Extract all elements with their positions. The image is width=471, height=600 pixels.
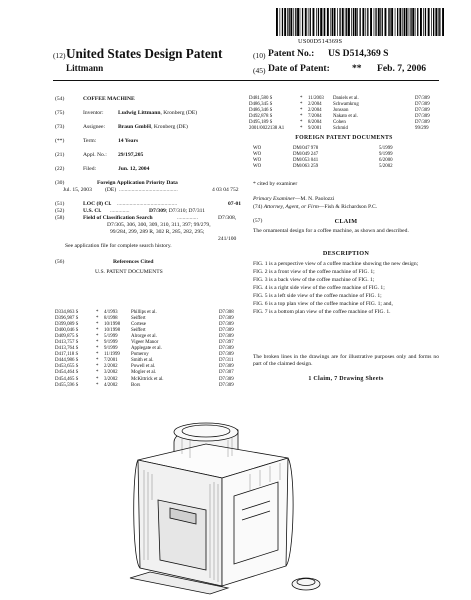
loc-value: 07-01 bbox=[228, 201, 242, 207]
reference-cell: 11/2003 bbox=[308, 96, 324, 101]
barcode-bar bbox=[433, 8, 434, 36]
barcode-bar bbox=[375, 8, 376, 36]
field-code: (22) bbox=[55, 166, 65, 172]
description-line: FIG. 1 is a perspective view of a coffee machine showing the new design; bbox=[253, 261, 419, 267]
assignee-name: Braun GmbH bbox=[118, 124, 152, 130]
barcode-bar bbox=[399, 8, 401, 36]
field-code: (52) bbox=[55, 208, 65, 214]
reference-cell: D7/309 bbox=[219, 364, 234, 370]
reference-cell: DM/049 247 bbox=[293, 152, 319, 158]
reference-cell: DM/053 041 bbox=[293, 158, 319, 164]
barcode-bar bbox=[342, 8, 344, 36]
barcode-bar bbox=[423, 8, 424, 36]
loc-label: LOC (8) Cl. bbox=[83, 201, 112, 207]
barcode-bar bbox=[374, 8, 375, 36]
barcode-bar bbox=[362, 8, 364, 36]
reference-cell: D7/307 bbox=[219, 370, 234, 376]
reference-cell: Nakato et al. bbox=[333, 114, 358, 120]
reference-cell: * bbox=[96, 370, 99, 376]
assignee-label: Assignee: bbox=[83, 124, 106, 130]
reference-cell: 2/2004 bbox=[308, 102, 322, 108]
field-search-line4: 241/100 bbox=[218, 236, 237, 242]
reference-cell: Alrorge et al. bbox=[131, 334, 157, 340]
reference-row bbox=[249, 126, 439, 132]
reference-cell: * bbox=[300, 114, 303, 120]
reference-cell: 5/1999 bbox=[379, 146, 393, 151]
appl-no-label: Appl. No.: bbox=[83, 152, 107, 158]
barcode-bar bbox=[389, 8, 390, 36]
field-code: (75) bbox=[55, 110, 65, 116]
barcode-bar bbox=[282, 8, 283, 36]
description-line: FIG. 5 is a left side view of the coffee machine of FIG. 1; bbox=[253, 293, 382, 299]
reference-cell: Jonsson bbox=[333, 108, 349, 114]
reference-cell: * bbox=[96, 346, 99, 352]
barcode-bar bbox=[310, 8, 311, 36]
priority-dots: .......................................... bbox=[119, 187, 178, 193]
reference-cell: D454,465 S bbox=[55, 376, 79, 382]
barcode-bar bbox=[382, 8, 383, 36]
reference-cell: Pomeroy bbox=[131, 352, 149, 358]
reference-cell: D7/309 bbox=[219, 352, 234, 358]
description-line: FIG. 4 is a right side view of the coffee machine of FIG. 1; bbox=[253, 285, 385, 291]
barcode-bar bbox=[412, 8, 414, 36]
reference-cell: * bbox=[300, 96, 303, 101]
patent-no-label: Patent No.: bbox=[268, 48, 315, 59]
reference-cell: D7/397 bbox=[219, 340, 234, 346]
barcode-bar bbox=[337, 8, 338, 36]
reference-cell: 2/2002 bbox=[104, 364, 118, 370]
barcode-bar bbox=[360, 8, 361, 36]
attorney-code: (74) bbox=[253, 204, 263, 210]
reference-cell: 11/1999 bbox=[104, 352, 120, 358]
barcode-bar bbox=[332, 8, 333, 36]
reference-cell: D7/309 bbox=[219, 334, 234, 340]
description-line: FIG. 2 is a front view of the coffee machine of FIG. 1; bbox=[253, 269, 375, 275]
reference-cell: D453,655 S bbox=[55, 364, 79, 370]
reference-cell: Smith et al. bbox=[131, 358, 154, 364]
loc-dots: ........................................... bbox=[117, 201, 178, 207]
us-cl-dots: .............. bbox=[110, 208, 130, 214]
reference-cell: D7/309 bbox=[219, 376, 234, 382]
reference-cell: Cohen bbox=[333, 120, 346, 126]
field-search-line2: D7/305, 306, 300, 309, 310, 311, 397; 99/279, bbox=[107, 222, 211, 228]
attorney-line bbox=[253, 204, 443, 211]
barcode-bar bbox=[404, 8, 405, 36]
barcode-bar bbox=[324, 8, 325, 36]
reference-cell: D7/309 bbox=[415, 108, 430, 114]
barcode-bar bbox=[442, 8, 444, 36]
barcode-bar bbox=[320, 8, 322, 36]
reference-cell: 6/2000 bbox=[379, 158, 393, 164]
reference-cell: Schmid bbox=[333, 126, 348, 132]
barcode-bar bbox=[402, 8, 403, 36]
reference-cell: Schwamkrug bbox=[333, 102, 359, 108]
barcode-bar bbox=[415, 8, 416, 36]
reference-cell: Phillips et al. bbox=[131, 310, 157, 315]
barcode-bar bbox=[293, 8, 294, 36]
reference-cell: D7/309 bbox=[415, 120, 430, 126]
reference-cell: D7/309 bbox=[219, 346, 234, 352]
reference-cell: D7/309 bbox=[219, 316, 234, 322]
field-code: (**) bbox=[55, 138, 65, 144]
us-references-continued bbox=[249, 96, 439, 132]
left-column bbox=[55, 96, 245, 279]
reference-row bbox=[253, 164, 439, 170]
reference-cell: * bbox=[96, 352, 99, 358]
reference-cell: D7/309 bbox=[415, 96, 430, 101]
patent-number: US D514,369 S bbox=[328, 48, 389, 59]
barcode-bar bbox=[370, 8, 372, 36]
reference-cell: 8/1998 bbox=[104, 316, 118, 322]
reference-cell: Daniels et al. bbox=[333, 96, 359, 101]
reference-cell: D444,986 S bbox=[55, 358, 79, 364]
reference-cell: D396,987 S bbox=[55, 316, 79, 322]
field-search-dots: ............... bbox=[177, 215, 198, 221]
date-label: Date of Patent: bbox=[268, 63, 330, 74]
reference-cell: D454,464 S bbox=[55, 370, 79, 376]
us-references-table bbox=[55, 310, 245, 389]
reference-cell: 5/1999 bbox=[104, 334, 118, 340]
broken-lines-note: The broken lines in the drawings are for illustrative purposes only and forms no part of the claimed design. bbox=[253, 354, 439, 367]
reference-cell: WO bbox=[253, 152, 262, 158]
assignee-location: , Kronberg (DE) bbox=[151, 124, 188, 130]
barcode-bar bbox=[438, 8, 439, 36]
reference-cell: 10/1998 bbox=[104, 328, 121, 334]
description-line: FIG. 7 is a bottom plan view of the coffee machine of FIG. 1. bbox=[253, 309, 391, 315]
barcode-bar bbox=[345, 8, 346, 36]
barcode-bar bbox=[302, 8, 303, 36]
reference-cell: D481,580 S bbox=[249, 96, 273, 101]
barcode-bar bbox=[417, 8, 418, 36]
barcode-bar bbox=[365, 8, 366, 36]
barcode-bar bbox=[409, 8, 410, 36]
barcode-bar bbox=[425, 8, 426, 36]
date-stars: ** bbox=[352, 63, 362, 74]
barcode-bar bbox=[385, 8, 387, 36]
reference-cell: * bbox=[96, 310, 99, 315]
reference-cell: D399,089 S bbox=[55, 322, 79, 328]
reference-cell: D409,875 S bbox=[55, 334, 79, 340]
barcode-bar bbox=[339, 8, 340, 36]
reference-cell: * bbox=[96, 334, 99, 340]
barcode-bar bbox=[397, 8, 398, 36]
description-text bbox=[253, 261, 439, 317]
reference-cell: D492,878 S bbox=[249, 114, 273, 120]
inventor-name: Ludwig Littmann bbox=[118, 110, 161, 116]
priority-number: 4 03 04 752 bbox=[212, 187, 239, 193]
reference-cell: 2001/0022138 A1 bbox=[249, 126, 285, 132]
reference-cell: D455,596 S bbox=[55, 382, 79, 388]
reference-cell: D417,118 S bbox=[55, 352, 79, 358]
field-code: (54) bbox=[55, 96, 65, 102]
reference-cell: * bbox=[300, 108, 303, 114]
reference-cell: Seiffert bbox=[131, 316, 146, 322]
barcode-bar bbox=[428, 8, 430, 36]
reference-cell: 5/2002 bbox=[379, 164, 393, 170]
reference-cell: * bbox=[300, 102, 303, 108]
field-code: (73) bbox=[55, 124, 65, 130]
reference-cell: D7/309 bbox=[415, 102, 430, 108]
barcode-bar bbox=[289, 8, 290, 36]
barcode-bar bbox=[318, 8, 319, 36]
barcode-bar bbox=[300, 8, 301, 36]
barcode-bar bbox=[380, 8, 381, 36]
reference-cell: 7/2001 bbox=[104, 358, 118, 364]
inventor-label: Inventor: bbox=[83, 110, 104, 116]
code-12: (12) bbox=[53, 51, 66, 60]
reference-cell: McKittrick et al. bbox=[131, 376, 164, 382]
reference-cell: D400,046 S bbox=[55, 328, 79, 334]
attorney-label: Attorney, Agent, or Firm bbox=[263, 204, 319, 210]
document-title: United States Design Patent bbox=[66, 46, 223, 61]
reference-cell: 9/1999 bbox=[104, 340, 118, 346]
barcode-bar bbox=[316, 8, 317, 36]
reference-cell: D7/309 bbox=[219, 382, 234, 388]
reference-cell: 10/1998 bbox=[104, 322, 121, 328]
barcode-bar bbox=[431, 8, 432, 36]
description-line: FIG. 3 is a back view of the coffee machine of FIG. 1; bbox=[253, 277, 375, 283]
references-title: References Cited bbox=[113, 259, 154, 265]
reference-cell: * bbox=[96, 364, 99, 370]
reference-cell: Bors bbox=[131, 382, 141, 388]
barcode-bar bbox=[348, 8, 350, 36]
inventor-location: , Kronberg (DE) bbox=[160, 110, 198, 116]
reference-cell: D413,764 S bbox=[55, 346, 79, 352]
see-application: See application file for complete search history. bbox=[65, 243, 172, 249]
reference-cell: * bbox=[300, 126, 303, 132]
reference-cell: 4/2002 bbox=[104, 382, 118, 388]
reference-cell: 8/2004 bbox=[308, 120, 322, 126]
barcode-bar bbox=[346, 8, 347, 36]
barcode-bar bbox=[327, 8, 329, 36]
us-docs-title: U.S. PATENT DOCUMENTS bbox=[95, 269, 163, 275]
barcode-bar bbox=[308, 8, 309, 36]
reference-cell: * bbox=[96, 340, 99, 346]
code-10: (10) bbox=[253, 51, 266, 60]
field-code: (58) bbox=[55, 215, 65, 221]
priority-country: (DE) bbox=[105, 187, 117, 193]
reference-cell: Vigeer Manor bbox=[131, 340, 159, 346]
us-cl-value2: ; D7/310; D7/311 bbox=[165, 208, 206, 214]
filed-label: Filed: bbox=[83, 166, 97, 172]
reference-cell: DM/047 978 bbox=[293, 146, 319, 151]
reference-cell: DM/063 259 bbox=[293, 164, 319, 170]
reference-cell: WO bbox=[253, 164, 262, 170]
description-title: DESCRIPTION bbox=[322, 250, 370, 257]
reference-row bbox=[55, 383, 245, 389]
barcode-bar bbox=[305, 8, 307, 36]
reference-cell: 9/1999 bbox=[379, 152, 393, 158]
barcode-bar bbox=[287, 8, 288, 36]
field-code: (51) bbox=[55, 201, 65, 207]
reference-cell: D7/309 bbox=[219, 322, 234, 328]
barcode-bar bbox=[355, 8, 357, 36]
reference-cell: 3/2002 bbox=[104, 376, 118, 382]
us-cl-value: D7/309 bbox=[149, 208, 166, 214]
cited-by-examiner: * cited by examiner bbox=[253, 181, 298, 187]
barcode-bar bbox=[435, 8, 437, 36]
barcode bbox=[276, 8, 446, 36]
priority-date: Jul. 15, 2003 bbox=[63, 187, 92, 193]
priority-title: Foreign Application Priority Data bbox=[97, 180, 178, 186]
reference-cell: WO bbox=[253, 158, 262, 164]
reference-cell: D486,346 S bbox=[249, 108, 273, 114]
barcode-bar bbox=[357, 8, 358, 36]
claim-code: (57) bbox=[253, 218, 263, 224]
barcode-bar bbox=[367, 8, 368, 36]
examiner-line bbox=[253, 196, 439, 203]
foreign-docs-title: FOREIGN PATENT DOCUMENTS bbox=[295, 135, 393, 141]
reference-cell: Applegate et al. bbox=[131, 346, 162, 352]
reference-cell: 7/2004 bbox=[308, 114, 322, 120]
field-search-line3: 99/284, 299, 289 R, 302 R, 285, 282, 295; bbox=[110, 229, 205, 235]
reference-cell: * bbox=[300, 120, 303, 126]
barcode-bar bbox=[439, 8, 440, 36]
code-45: (45) bbox=[253, 66, 266, 75]
term-value: 14 Years bbox=[118, 138, 139, 144]
barcode-bar bbox=[388, 8, 389, 36]
examiner-name: —M. N. Paolozzi bbox=[294, 196, 335, 202]
reference-cell: D486,345 S bbox=[249, 102, 273, 108]
appl-no-value: 29/197,205 bbox=[118, 152, 144, 158]
barcode-bar bbox=[323, 8, 324, 36]
reference-cell: * bbox=[96, 328, 99, 334]
barcode-number: US00D514369S bbox=[298, 38, 343, 45]
filed-value: Jun. 12, 2004 bbox=[118, 166, 150, 172]
reference-cell: D413,757 S bbox=[55, 340, 79, 346]
reference-cell: D7/309 bbox=[415, 114, 430, 120]
reference-cell: Cortese bbox=[131, 322, 146, 328]
barcode-bar bbox=[295, 8, 296, 36]
barcode-bar bbox=[395, 8, 396, 36]
reference-cell: 9/2001 bbox=[308, 126, 322, 132]
barcode-bar bbox=[353, 8, 354, 36]
foreign-references-table bbox=[253, 146, 439, 170]
field-title: COFFEE MACHINE bbox=[83, 96, 135, 102]
barcode-bar bbox=[280, 8, 281, 36]
barcode-bar bbox=[313, 8, 315, 36]
description-line: FIG. 6 is a top plan view of the coffee machine of FIG. 1; and, bbox=[253, 301, 393, 307]
us-cl-label: U.S. Cl. bbox=[83, 208, 102, 214]
reference-cell: * bbox=[96, 382, 99, 388]
patent-date: Feb. 7, 2006 bbox=[377, 63, 427, 74]
reference-cell: D334,863 S bbox=[55, 310, 79, 315]
barcode-bar bbox=[351, 8, 352, 36]
claims-sheets: 1 Claim, 7 Drawing Sheets bbox=[308, 376, 384, 382]
reference-cell: WO bbox=[253, 146, 262, 151]
reference-cell: 3/2002 bbox=[104, 370, 118, 376]
field-code: (21) bbox=[55, 152, 65, 158]
examiner-label: Primary Examiner bbox=[253, 196, 295, 202]
reference-cell: D7/308 bbox=[219, 310, 234, 315]
reference-cell: 4/1993 bbox=[104, 310, 118, 315]
barcode-bar bbox=[330, 8, 331, 36]
reference-cell: Powell et al. bbox=[131, 364, 156, 370]
barcode-bar bbox=[410, 8, 411, 36]
reference-cell: 99/299 bbox=[415, 126, 429, 132]
reference-cell: * bbox=[96, 358, 99, 364]
inventor-surname: Littmann bbox=[66, 63, 104, 73]
claim-title: CLAIM bbox=[334, 218, 358, 225]
barcode-bar bbox=[284, 8, 286, 36]
barcode-bar bbox=[334, 8, 336, 36]
barcode-bar bbox=[406, 8, 408, 36]
reference-cell: D495,189 S bbox=[249, 120, 273, 126]
reference-cell: D7/311 bbox=[219, 358, 234, 364]
field-search-value: D7/308, bbox=[218, 215, 237, 221]
reference-cell: 9/1999 bbox=[104, 346, 118, 352]
field-search-label: Field of Classification Search bbox=[83, 215, 153, 221]
barcode-bar bbox=[290, 8, 292, 36]
barcode-bar bbox=[297, 8, 299, 36]
term-label: Term: bbox=[83, 138, 97, 144]
coffee-machine-drawing bbox=[110, 400, 325, 600]
claim-text: The ornamental design for a coffee machine, as shown and described. bbox=[253, 228, 409, 234]
barcode-bar bbox=[276, 8, 278, 36]
attorney-name: —Fish & Richardson P.C. bbox=[318, 204, 378, 210]
barcode-bar bbox=[391, 8, 393, 36]
field-code: (56) bbox=[55, 259, 65, 265]
barcode-bar bbox=[378, 8, 380, 36]
reference-cell: * bbox=[96, 316, 99, 322]
reference-cell: * bbox=[96, 376, 99, 382]
field-code: (30) bbox=[55, 180, 65, 186]
barcode-bar bbox=[420, 8, 422, 36]
reference-cell: Seiffert bbox=[131, 328, 146, 334]
reference-cell: * bbox=[96, 322, 99, 328]
header-rule bbox=[53, 80, 439, 81]
reference-cell: 2/2004 bbox=[308, 108, 322, 114]
reference-cell: Mogler et al. bbox=[131, 370, 157, 376]
reference-cell: D7/309 bbox=[219, 328, 234, 334]
